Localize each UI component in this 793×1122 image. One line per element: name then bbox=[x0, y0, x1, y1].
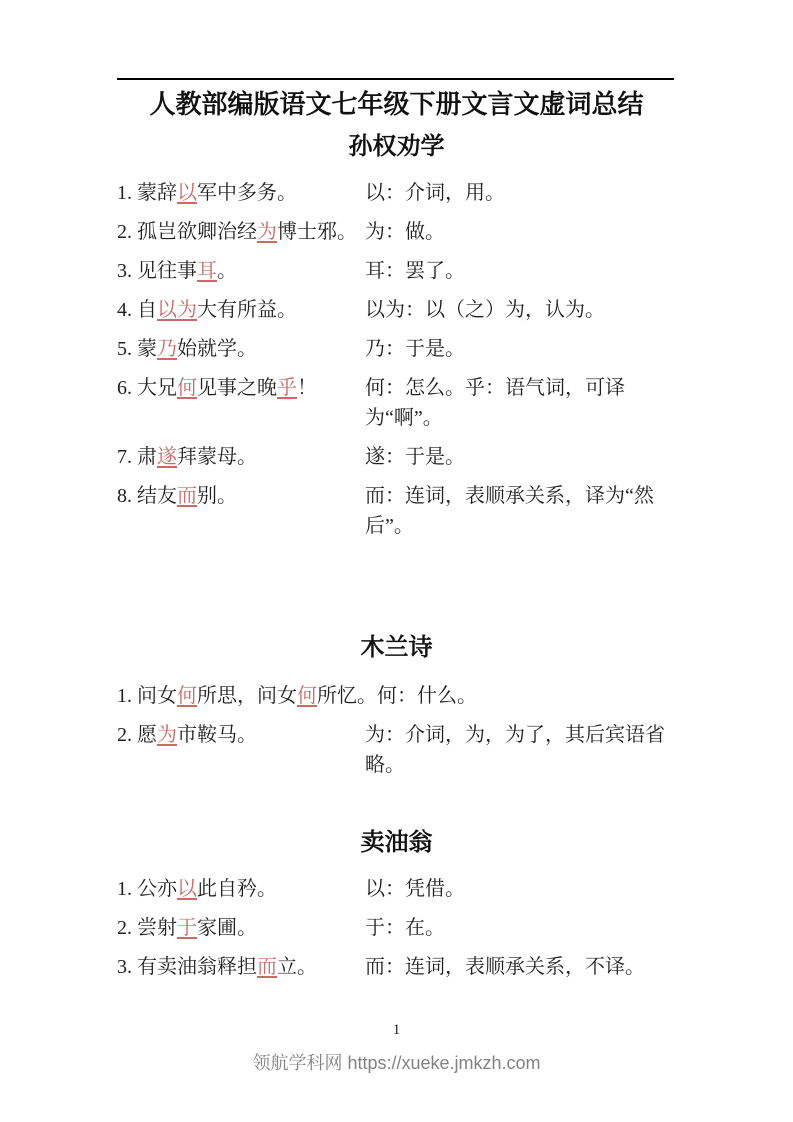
item-sentence-text bbox=[137, 182, 297, 204]
sentence-text: 蒙 bbox=[137, 338, 157, 360]
sentence-text: 所忆。 bbox=[317, 685, 377, 707]
item-sentence bbox=[117, 334, 365, 364]
highlighted-function-word: 以为 bbox=[157, 299, 197, 321]
vocab-item bbox=[117, 442, 677, 472]
sentence-text: 大有所益。 bbox=[197, 299, 297, 321]
item-number: 4. bbox=[117, 299, 132, 321]
vocab-item bbox=[117, 373, 677, 433]
item-sentence-text bbox=[137, 878, 277, 900]
item-explanation: 为：介词，为，为了，其后宾语省略。 bbox=[365, 724, 665, 776]
highlighted-function-word: 何 bbox=[177, 685, 197, 707]
sentence-text: 结友 bbox=[137, 485, 177, 507]
sentence-text: 所思，问女 bbox=[197, 685, 297, 707]
item-number: 3. bbox=[117, 260, 132, 282]
vocab-item bbox=[117, 295, 677, 325]
item-sentence-text bbox=[137, 446, 257, 468]
item-explanation: 以：介词，用。 bbox=[365, 182, 505, 204]
sentence-text: 公亦 bbox=[137, 878, 177, 900]
section-heading-maiyouweng: 卖油翁 bbox=[360, 829, 433, 856]
highlighted-function-word: 为 bbox=[157, 724, 177, 746]
sentence-text: 尝射 bbox=[137, 917, 177, 939]
highlighted-function-word: 而 bbox=[177, 485, 197, 507]
item-explanation: 以为：以（之）为，认为。 bbox=[365, 299, 605, 321]
item-explanation: 于：在。 bbox=[365, 917, 445, 939]
sentence-text: 此自矜。 bbox=[197, 878, 277, 900]
sentence-text: 见事之晚 bbox=[197, 377, 277, 399]
sentence-text: 问女 bbox=[137, 685, 177, 707]
item-sentence-text bbox=[137, 956, 317, 978]
item-sentence bbox=[117, 481, 365, 511]
item-sentence bbox=[117, 217, 365, 247]
item-sentence-text bbox=[137, 685, 377, 707]
item-explanation: 而：连词，表顺承关系，译为“然后”。 bbox=[365, 485, 654, 537]
sentence-text: 立。 bbox=[277, 956, 317, 978]
item-sentence-text bbox=[137, 338, 257, 360]
item-sentence-text bbox=[137, 377, 317, 399]
vocab-item bbox=[117, 952, 677, 982]
item-sentence-text bbox=[137, 260, 237, 282]
highlighted-function-word: 为 bbox=[257, 221, 277, 243]
vocab-item bbox=[117, 217, 677, 247]
item-sentence bbox=[117, 256, 365, 286]
vocab-item bbox=[117, 256, 677, 286]
item-number: 8. bbox=[117, 485, 132, 507]
item-explanation: 何：什么。 bbox=[377, 685, 477, 707]
section-heading-mulan: 木兰诗 bbox=[360, 634, 433, 661]
highlighted-function-word: 何 bbox=[177, 377, 197, 399]
sentence-text: 别。 bbox=[197, 485, 237, 507]
header-rule bbox=[117, 78, 674, 80]
sentence-text: 博士邪。 bbox=[277, 221, 357, 243]
sentence-text: 肃 bbox=[137, 446, 157, 468]
item-explanation: 遂：于是。 bbox=[365, 446, 465, 468]
highlighted-function-word: 乃 bbox=[157, 338, 177, 360]
sentence-text: 孤岂欲卿治经 bbox=[137, 221, 257, 243]
page-title: 人教部编版语文七年级下册文言文虚词总结 bbox=[149, 89, 644, 119]
item-number: 5. bbox=[117, 338, 132, 360]
vocab-item bbox=[117, 334, 677, 364]
item-number: 1. bbox=[117, 685, 132, 707]
sentence-text: 蒙辞 bbox=[137, 182, 177, 204]
footer-watermark: 领航学科网 https://xueke.jmkzh.com bbox=[252, 1053, 541, 1073]
item-sentence-text bbox=[137, 485, 237, 507]
vocab-item bbox=[117, 681, 677, 711]
highlighted-function-word: 以 bbox=[177, 182, 197, 204]
sentence-text: 愿 bbox=[137, 724, 157, 746]
vocab-item bbox=[117, 720, 677, 780]
item-number: 2. bbox=[117, 724, 132, 746]
highlighted-function-word: 于 bbox=[177, 917, 197, 939]
item-sentence-text bbox=[137, 917, 257, 939]
vocab-item bbox=[117, 178, 677, 208]
highlighted-function-word: 耳 bbox=[197, 260, 217, 282]
item-number: 1. bbox=[117, 878, 132, 900]
item-number: 6. bbox=[117, 377, 132, 399]
item-number: 2. bbox=[117, 221, 132, 243]
item-sentence bbox=[117, 952, 365, 982]
item-sentence-text bbox=[137, 299, 297, 321]
vocab-item bbox=[117, 913, 677, 943]
page-number: 1 bbox=[392, 1022, 401, 1038]
item-explanation: 以：凭借。 bbox=[365, 878, 465, 900]
section-items-sunquan bbox=[117, 178, 677, 541]
highlighted-function-word: 遂 bbox=[157, 446, 177, 468]
vocab-item bbox=[117, 481, 677, 541]
highlighted-function-word: 以 bbox=[177, 878, 197, 900]
item-number: 7. bbox=[117, 446, 132, 468]
item-sentence bbox=[117, 178, 365, 208]
vocab-item bbox=[117, 874, 677, 904]
sentence-text: 拜蒙母。 bbox=[177, 446, 257, 468]
sentence-text: ！ bbox=[297, 377, 317, 399]
item-explanation: 耳：罢了。 bbox=[365, 260, 465, 282]
item-number: 3. bbox=[117, 956, 132, 978]
item-sentence bbox=[117, 442, 365, 472]
sentence-text: 军中多务。 bbox=[197, 182, 297, 204]
item-sentence bbox=[117, 681, 377, 711]
highlighted-function-word: 而 bbox=[257, 956, 277, 978]
highlighted-function-word: 何 bbox=[297, 685, 317, 707]
item-explanation: 何：怎么。乎：语气词，可译为“啊”。 bbox=[365, 377, 625, 429]
highlighted-function-word: 乎 bbox=[277, 377, 297, 399]
item-number: 2. bbox=[117, 917, 132, 939]
sentence-text: 始就学。 bbox=[177, 338, 257, 360]
item-explanation: 乃：于是。 bbox=[365, 338, 465, 360]
section-heading-sunquan: 孙权劝学 bbox=[348, 133, 445, 160]
section-items-maiyouweng bbox=[117, 874, 677, 982]
section-items-mulan bbox=[117, 681, 677, 780]
item-sentence-text bbox=[137, 724, 257, 746]
item-explanation: 而：连词，表顺承关系，不译。 bbox=[365, 956, 645, 978]
item-explanation: 为：做。 bbox=[365, 221, 445, 243]
item-sentence-text bbox=[137, 221, 357, 243]
sentence-text: 见往事 bbox=[137, 260, 197, 282]
item-sentence bbox=[117, 295, 365, 325]
item-sentence bbox=[117, 373, 365, 403]
sentence-text: 。 bbox=[217, 260, 237, 282]
sentence-text: 有卖油翁释担 bbox=[137, 956, 257, 978]
item-sentence bbox=[117, 720, 365, 750]
sentence-text: 自 bbox=[137, 299, 157, 321]
item-number: 1. bbox=[117, 182, 132, 204]
item-sentence bbox=[117, 913, 365, 943]
sentence-text: 家圃。 bbox=[197, 917, 257, 939]
sentence-text: 市鞍马。 bbox=[177, 724, 257, 746]
item-sentence bbox=[117, 874, 365, 904]
sentence-text: 大兄 bbox=[137, 377, 177, 399]
